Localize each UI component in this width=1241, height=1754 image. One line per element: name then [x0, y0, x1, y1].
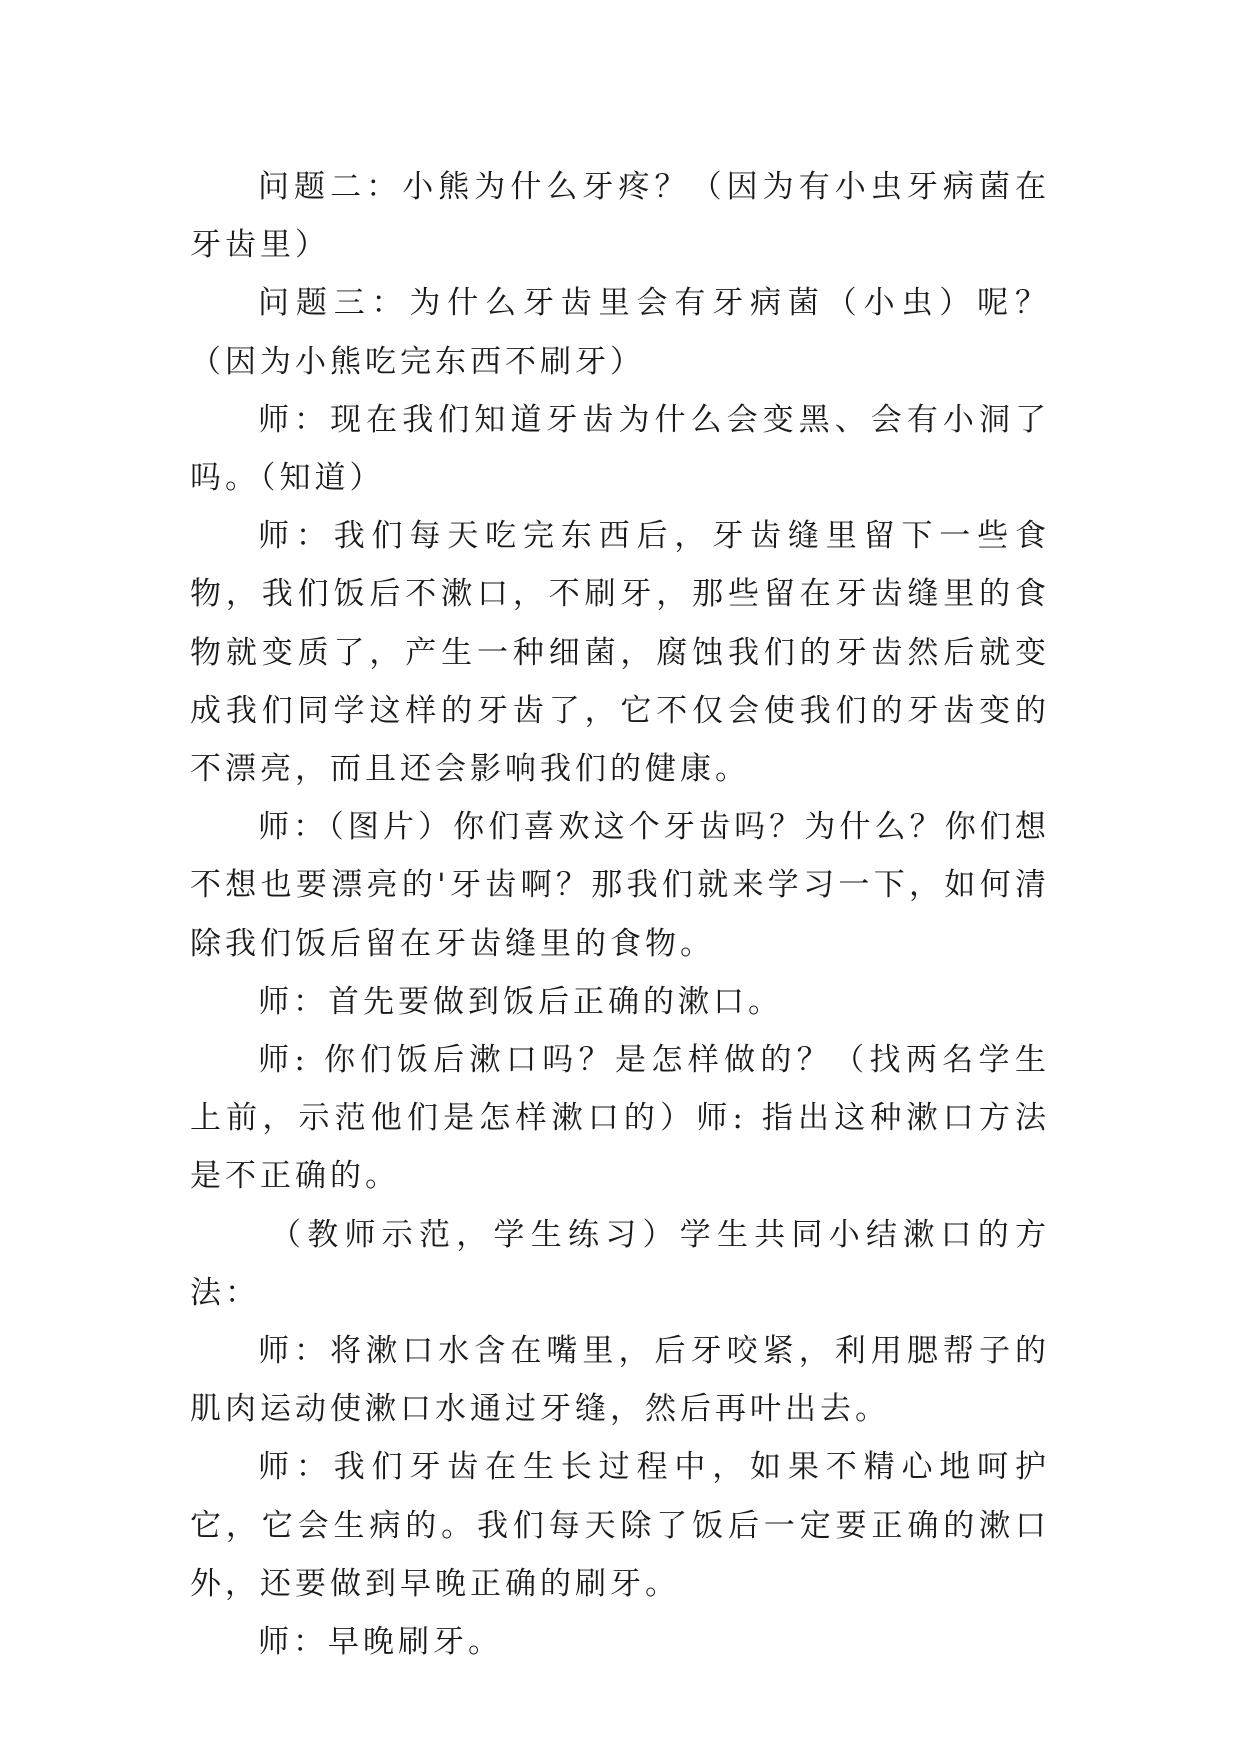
paragraph-question-three: 问题三：为什么牙齿里会有牙病菌（小虫）呢？（因为小熊吃完东西不刷牙） — [190, 285, 1050, 380]
paragraph-teacher-know: 师：现在我们知道牙齿为什么会变黑、会有小洞了吗。（知道） — [190, 401, 1050, 497]
paragraph-teacher-demo: 师: 你们饭后漱口吗？是怎样做的？（找两名学生上前，示范他们是怎样漱口的）师: 指出这种漱口方法是不正确的。 — [190, 1042, 1050, 1195]
paragraph-teacher-food-residue: 师：我们每天吃完东西后，牙齿缝里留下一些食物，我们饭后不漱口，不刷牙，那些留在牙齿缝里的食物就变质了，产生一种细菌，腐蚀我们的牙齿然后就变成我们同学这样的牙齿了，它不仅会使我们的牙齿变的不漂亮，而且还会影响我们的健康。 — [190, 518, 1050, 788]
paragraph-question-two: 问题二：小熊为什么牙疼？（因为有小虫牙病菌在牙齿里） — [190, 169, 1050, 264]
paragraph-teacher-brush: 师：早晚刷牙。 — [258, 1624, 503, 1661]
paragraph-teacher-care: 师：我们牙齿在生长过程中，如果不精心地呵护它，它会生病的。我们每天除了饭后一定要正确的漱口外，还要做到早晚正确的刷牙。 — [190, 1449, 1050, 1602]
paragraph-teacher-rinse-method: 师：将漱口水含在嘴里，后牙咬紧，利用腮帮子的肌肉运动使漱口水通过牙缝，然后再叶出去。 — [190, 1333, 1050, 1428]
paragraph-teacher-rinse-first: 师：首先要做到饭后正确的漱口。 — [258, 983, 783, 1020]
paragraph-teacher-picture: 师：（图片）你们喜欢这个牙齿吗？为什么？你们想不想也要漂亮的'牙齿啊？那我们就来学习一下，如何清除我们饭后留在牙齿缝里的食物。 — [190, 809, 1050, 962]
paragraph-practice-summary: （教师示范，学生练习）学生共同小结漱口的方法： — [190, 1216, 1050, 1311]
document-body — [190, 158, 1050, 1671]
